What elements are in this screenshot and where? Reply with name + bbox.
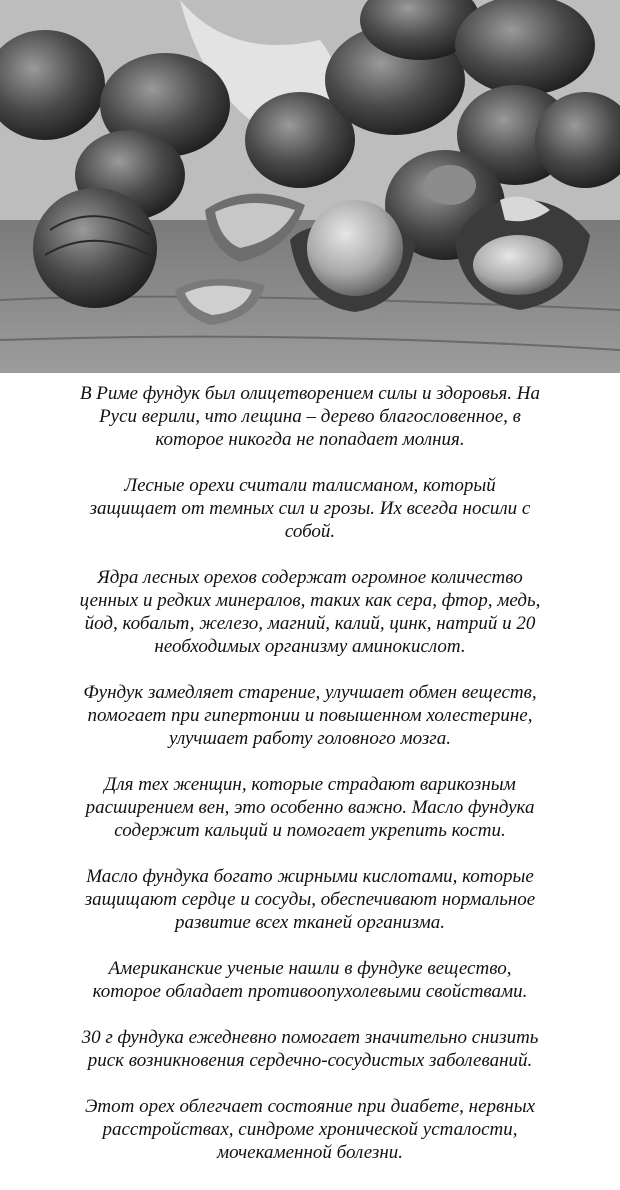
- hazelnuts-illustration: [0, 0, 620, 373]
- hazelnuts-photo: [0, 0, 620, 373]
- paragraph-2: Лесные орехи считали талисманом, который защищает от темных сил и грозы. Их всегда носили с собой.: [89, 475, 531, 542]
- paragraph-9: Этот орех облегчает состояние при диабете, нервных расстройствах, синдроме хронической усталости, мочекаменной болезни.: [84, 1096, 536, 1163]
- paragraph-8: 30 г фундука ежедневно помогает значительно снизить риск возникновения сердечно-сосудистых заболеваний.: [81, 1027, 539, 1071]
- article-text: [0, 373, 620, 1190]
- paragraph-1: В Риме фундук был олицетворением силы и здоровья. На Руси верили, что лещина – дерево благословенное, в которое никогда не попадает молния.: [79, 383, 541, 450]
- paragraph-6: Масло фундука богато жирными кислотами, которые защищают сердце и сосуды, обеспечивают нормальное развитие всех тканей организма.: [84, 866, 536, 933]
- paragraph-7: Американские ученые нашли в фундуке вещество, которое обладает противоопухолевыми свойствами.: [92, 958, 528, 1002]
- paragraph-3: Ядра лесных орехов содержат огромное количество ценных и редких минералов, таких как сера, фтор, медь, йод, кобальт, железо, магний, калий, цинк, натрий и 20 необходимых организму аминокислот.: [79, 567, 541, 657]
- paragraph-5: Для тех женщин, которые страдают варикозным расширением вен, это особенно важно. Масло фундука содержит кальций и помогает укрепить кости.: [85, 774, 535, 841]
- paragraph-4: Фундук замедляет старение, улучшает обмен веществ, помогает при гипертонии и повышенном холестерине, улучшает работу головного мозга.: [83, 682, 537, 749]
